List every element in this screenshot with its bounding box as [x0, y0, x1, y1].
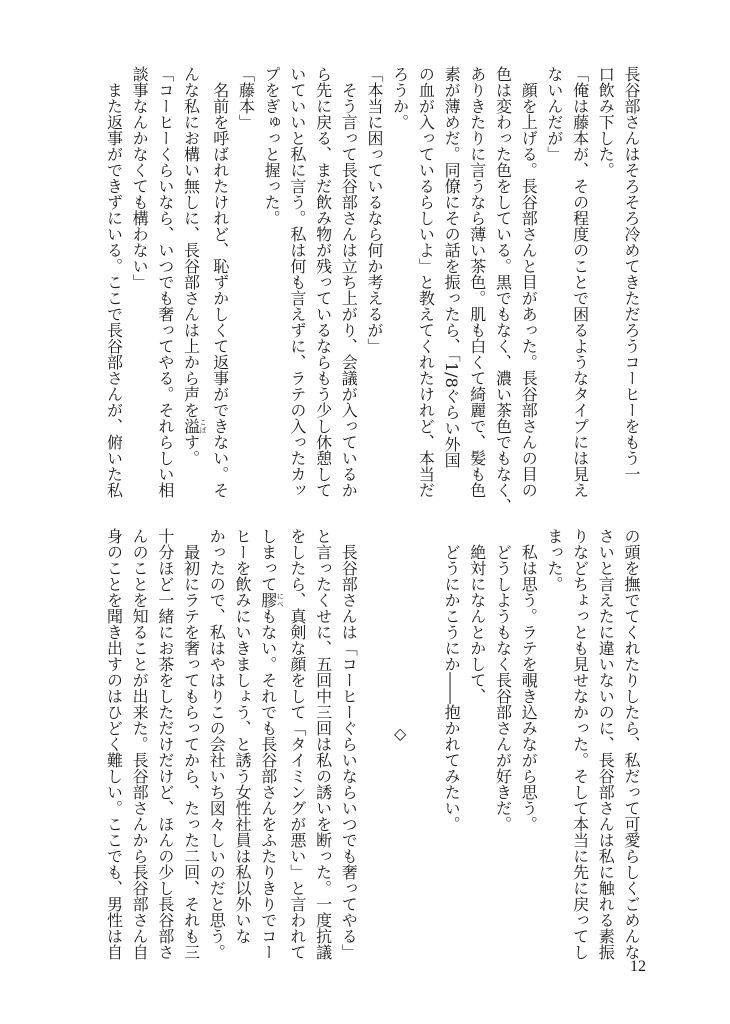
- bottom-text-tier: [101, 528, 644, 960]
- text-line: 「コーヒーくらいなら、いつでも奢ってやる。それらしい相: [155, 66, 175, 498]
- text-line: ありきたりに言うなら薄い茶色。肌も白くて綺麗で、髪も色: [467, 66, 487, 498]
- text-line: の頭を撫でてくれたりしたら、私だって可愛らしくごめんな: [622, 528, 641, 960]
- text-line: 私は思う。ラテを覗き込みながら思う。: [519, 528, 539, 832]
- text-line: をしたら、真剣な顔をして「タイミングが悪い」と言われて: [287, 528, 307, 960]
- text-segment: す。: [181, 434, 201, 466]
- text-line: かったので、私はやはりこの会社いち図々しいのだと思う。: [207, 528, 227, 960]
- ruby-reading: こぼ: [199, 418, 208, 434]
- text-line: プをぎゅっと握った。: [262, 66, 282, 226]
- text-line: りなどちょっとも見せなかった。そして本当に先に戻ってし: [570, 528, 590, 960]
- text-line: 色は変わった色をしている。黒でもなく、濃い茶色でもなく、: [493, 66, 513, 514]
- text-line: 素が薄めだ。同僚にその話を振ったら、「1/8ぐらい外国: [442, 66, 462, 468]
- text-line: 最初にラテを奢ってもらってから、たった二回、それも三: [181, 528, 201, 960]
- ruby-annotation: [181, 418, 208, 434]
- text-line: 「本当に困っているなら何か考えるが」: [364, 66, 384, 354]
- ruby-annotation: [258, 592, 285, 608]
- text-segment: もない。それでも長谷部さんをふたりきりでコー: [258, 608, 278, 960]
- ruby-reading: にべ: [276, 592, 285, 608]
- text-line: 名前を呼ばれたけれど、恥ずかしくて返事ができない。そ: [210, 66, 230, 498]
- text-line: と言ったくせに、五回中三回は私の誘いを断った。一度抗議: [313, 528, 333, 960]
- text-line: ヒーを飲みにいきましょう、と誘う女性社員は私以外いな: [232, 528, 252, 944]
- ruby-base: 溢: [181, 418, 201, 434]
- text-segment: しまって: [258, 528, 278, 592]
- page-number: 12: [630, 958, 646, 975]
- text-line: 「藤本」: [236, 66, 256, 130]
- text-line: ら先に戻る、まだ飲み物が残っているならもう少し休憩して: [313, 66, 333, 498]
- text-line: [413, 528, 439, 938]
- text-line: 談事なんかなくても構わない」: [130, 66, 150, 290]
- text-line: んのことを知ることが出来た。長谷部さんから長谷部さん自: [130, 528, 150, 960]
- text-line: いていいと私に言う。私は何も言えずに、ラテの入ったカッ: [287, 66, 307, 498]
- text-line: どうにかこうにか――抱かれてみたい。: [442, 528, 462, 832]
- text-line: どうしようもなく長谷部さんが好きだ。: [493, 528, 513, 832]
- text-line: 身のことを聞き出すのはひどく難しい。ここでも、男性は自: [104, 528, 124, 960]
- text-line: [255, 528, 285, 960]
- text-line: [178, 66, 207, 506]
- text-line: 長谷部さんはそろそろ冷めてきただろうコーヒーをもう一: [622, 66, 641, 482]
- text-line: 顔を上げる。長谷部さんと目があった。長谷部さんの目の: [519, 66, 539, 498]
- text-line: また返事ができずにいる。ここで長谷部さんが、俯いた私: [104, 66, 124, 498]
- text-line: 「俺は藤本が、その程度のことで困るようなタイプには見え: [570, 66, 590, 498]
- text-line: の血が入っているらしいよ」と教えてくれたけれど、本当だ: [416, 66, 436, 498]
- ruby-base: 膠: [258, 592, 278, 608]
- top-text-tier: [101, 66, 644, 514]
- text-line: 口飲み下した。: [596, 66, 616, 178]
- text-line: そう言って長谷部さんは立ち上がり、会議が入っているか: [339, 66, 359, 498]
- text-line: ないんだが」: [544, 66, 564, 162]
- text-line: まった。: [544, 528, 564, 592]
- text-segment: んな私にお構い無しに、長谷部さんは上から声を: [181, 66, 201, 418]
- section-break-diamond: ◇: [390, 723, 410, 743]
- text-line: 十分ほど一緒にお茶をしただけだけど、ほんの少し長谷部さ: [155, 528, 175, 960]
- text-line: さいと言えたに違いないのに、長谷部さんは私に触れる素振: [596, 528, 616, 960]
- text-line: 長谷部さんは「コーヒーぐらいならいつでも奢ってやる」: [339, 528, 359, 960]
- text-line: 絶対になんとかして、: [467, 528, 487, 704]
- text-line: [361, 528, 387, 938]
- text-line: ろうか。: [390, 66, 410, 130]
